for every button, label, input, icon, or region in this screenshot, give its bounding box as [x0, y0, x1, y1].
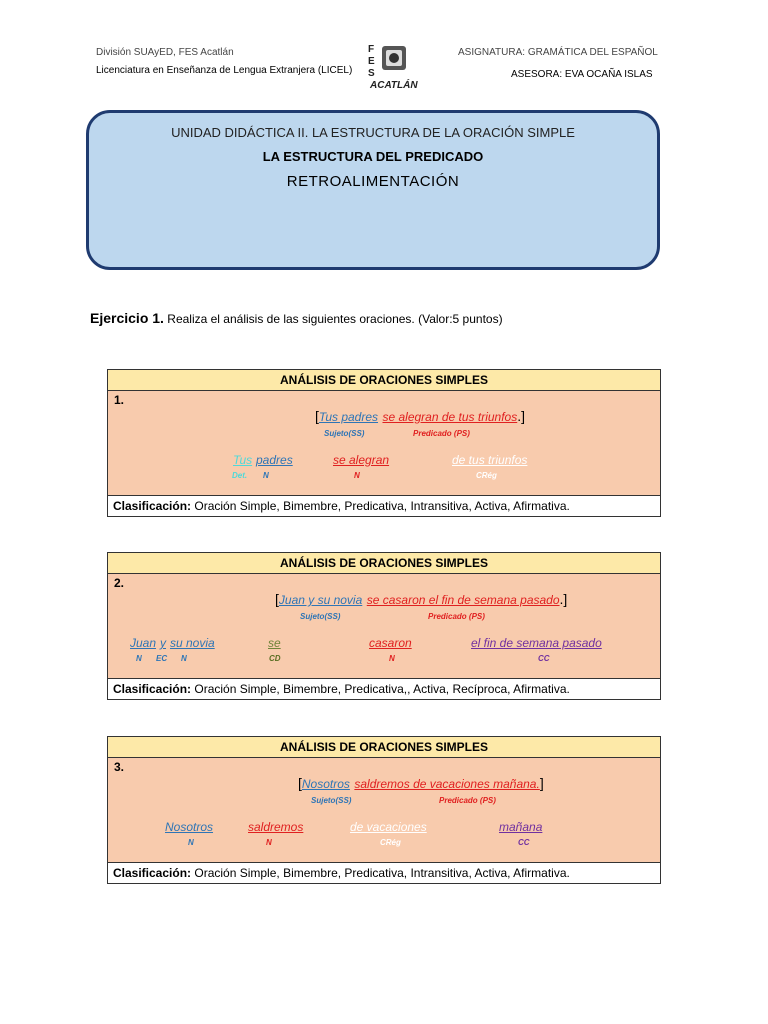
box-body [108, 391, 660, 496]
classification-label: Clasificación: [113, 499, 192, 513]
advisor-text: ASESORA: EVA OCAÑA ISLAS [511, 69, 653, 80]
sentence-number: 2. [114, 576, 125, 590]
exercise-instruction [90, 310, 503, 326]
classification-label: Clasificación: [113, 866, 192, 880]
part-word: Nosotros [165, 820, 214, 834]
part-word: de tus triunfos [452, 453, 528, 467]
subject-label: Sujeto(SS) [324, 429, 365, 438]
sentence-subject: Tus padres [318, 410, 379, 424]
part-label: CRég [380, 838, 401, 847]
exercise-text: Realiza el análisis de las siguientes oraciones. (Valor:5 puntos) [167, 312, 503, 326]
part-label: N [354, 471, 360, 480]
classification-text: Oración Simple, Bimembre, Predicativa,, Activa, Recíproca, Afirmativa. [191, 682, 570, 696]
sentence-predicate: saldremos de vacaciones mañana. [354, 777, 540, 791]
part-label: N [181, 654, 187, 663]
sentence-line [315, 408, 525, 426]
close-bracket: ] [539, 775, 544, 791]
degree-text: Licenciatura en Enseñanza de Lengua Extranjera (LICEL) [96, 65, 353, 76]
box-title: ANÁLISIS DE ORACIONES SIMPLES [108, 370, 660, 391]
part-label: EC [156, 654, 168, 663]
part-word: casaron [369, 636, 412, 650]
unam-fes-logo [368, 44, 418, 94]
part-label: N [389, 654, 395, 663]
part-word: y [160, 636, 166, 650]
sentence-line [275, 591, 567, 609]
part-label: N [136, 654, 142, 663]
part-word: padres [256, 453, 293, 467]
predicate-label: Predicado (PS) [439, 796, 496, 805]
analysis-box-2 [107, 552, 661, 700]
classification-row [108, 496, 660, 516]
predicate-label: Predicado (PS) [413, 429, 470, 438]
logo-letter: E [368, 56, 375, 67]
part-label: CC [518, 838, 530, 847]
part-label: CRég [476, 471, 497, 480]
box-title: ANÁLISIS DE ORACIONES SIMPLES [108, 553, 660, 574]
unit-title: UNIDAD DIDÁCTICA II. LA ESTRUCTURA DE LA ORACIÓN SIMPLE [171, 125, 575, 140]
classification-text: Oración Simple, Bimembre, Predicativa, Intransitiva, Activa, Afirmativa. [191, 499, 570, 513]
sentence-number: 1. [114, 393, 125, 407]
box-body [108, 574, 660, 679]
box-body [108, 758, 660, 863]
part-word: saldremos [248, 820, 304, 834]
part-label: CC [538, 654, 550, 663]
part-word: de vacaciones [350, 820, 427, 834]
part-word: su novia [170, 636, 215, 650]
logo-letter: F [368, 44, 375, 55]
analysis-box-1 [107, 369, 661, 517]
part-word: Tus [233, 453, 253, 467]
part-word: mañana [499, 820, 543, 834]
logo-letters [368, 44, 375, 80]
part-word: el fin de semana pasado [471, 636, 602, 650]
classification-row [108, 863, 660, 883]
section-title: RETROALIMENTACIÓN [286, 173, 460, 190]
part-word: se alegran [333, 453, 390, 467]
classification-label: Clasificación: [113, 682, 192, 696]
exercise-label: Ejercicio 1. [90, 310, 164, 326]
part-label: N [188, 838, 194, 847]
division-text: División SUAyED, FES Acatlán [96, 47, 234, 58]
analysis-box-3 [107, 736, 661, 884]
unit-banner [86, 110, 660, 270]
close-bracket: .] [559, 591, 568, 607]
open-bracket: [ [298, 775, 302, 791]
part-label: N [266, 838, 272, 847]
sentence-subject: Nosotros [301, 777, 350, 791]
part-label: N [263, 471, 269, 480]
part-label: Det. [232, 471, 248, 480]
classification-text: Oración Simple, Bimembre, Predicativa, Intransitiva, Activa, Afirmativa. [191, 866, 570, 880]
open-bracket: [ [275, 591, 279, 607]
part-word: Juan [130, 636, 157, 650]
close-bracket: .] [517, 408, 526, 424]
predicate-label: Predicado (PS) [428, 612, 485, 621]
part-label: CD [269, 654, 281, 663]
subject-label: Sujeto(SS) [300, 612, 341, 621]
box-title: ANÁLISIS DE ORACIONES SIMPLES [108, 737, 660, 758]
sentence-subject: Juan y su novia [278, 593, 363, 607]
sentence-number: 3. [114, 760, 125, 774]
logo-letter: S [368, 68, 375, 79]
subject-label: Sujeto(SS) [311, 796, 352, 805]
sentence-line [298, 775, 544, 793]
subject-text: ASIGNATURA: GRAMÁTICA DEL ESPAÑOL [458, 47, 658, 58]
classification-row [108, 679, 660, 699]
sentence-predicate: se casaron el fin de semana pasado [366, 593, 560, 607]
crest-icon [380, 44, 408, 72]
sentence-predicate: se alegran de tus triunfos [382, 410, 518, 424]
open-bracket: [ [315, 408, 319, 424]
part-word: se [268, 636, 281, 650]
topic-title: LA ESTRUCTURA DEL PREDICADO [262, 149, 484, 164]
logo-text: ACATLÁN [370, 80, 418, 91]
